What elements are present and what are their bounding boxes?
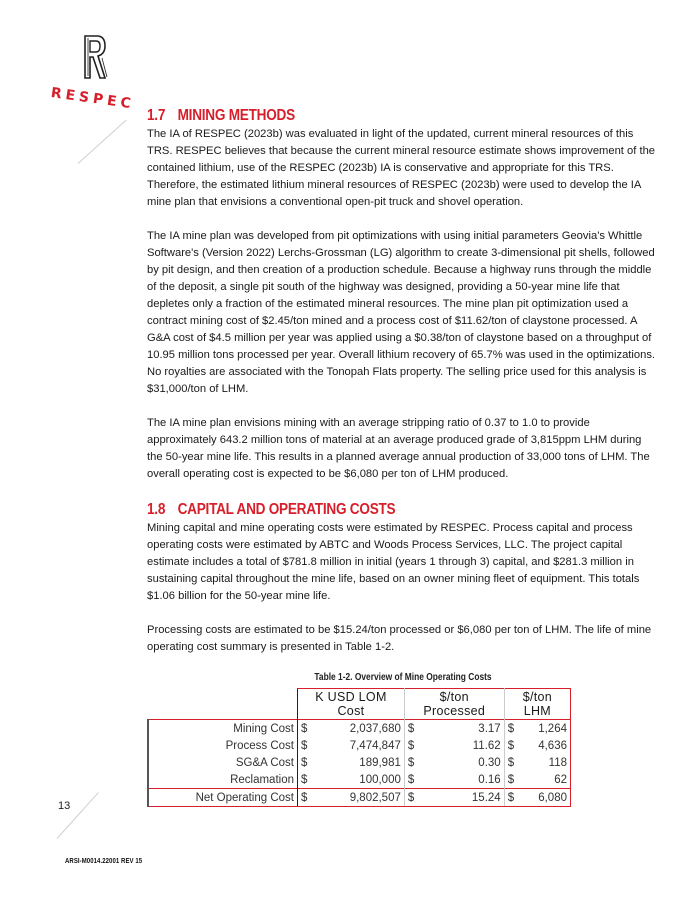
section-mining-methods <box>147 106 659 500</box>
section-capital-operating-costs <box>147 500 659 656</box>
table-caption: Table 1-2. Overview of Mine Operating Costs <box>314 671 492 683</box>
row-label: Process Cost <box>148 737 298 754</box>
cell-value: 100,000 <box>312 771 404 789</box>
cell-value: 189,981 <box>312 754 404 771</box>
paragraph: The IA of RESPEC (2023b) was evaluated in light of the updated, current mineral resources of this TRS. RESPEC believes that because the current mineral resource estimate shows improvement of the contained lithium, use of the RESPEC (2023b) IA is conservative and appropriate for this TRS. Therefore, the estimated lithium mineral resources of RESPEC (2023b) were used to develop the IA mine plan that envisions a conventional open-pit truck and shovel operation. <box>147 128 656 208</box>
cell-value: 9,802,507 <box>312 789 404 807</box>
cell-value: 118 <box>519 754 571 771</box>
row-label: Mining Cost <box>148 720 298 738</box>
cell-value: 6,080 <box>519 789 571 807</box>
cell-value: 4,636 <box>519 737 571 754</box>
decorative-divider <box>78 120 127 164</box>
cell-value: 62 <box>519 771 571 789</box>
operating-cost-table <box>147 688 571 807</box>
row-label: SG&A Cost <box>148 754 298 771</box>
table-header-row <box>148 689 571 720</box>
cell-value: 11.62 <box>419 737 504 754</box>
document-reference: ARSI-M0014.22001 REV 15 <box>65 856 143 865</box>
cell-value: 15.24 <box>419 789 504 807</box>
paragraph: Mining capital and mine operating costs were estimated by RESPEC. Process capital and process operating costs were estimated by ABTC and Woods Process Services, LLC. The project capital estimate includes a total of $781.8 million in initial (years 1 through 3) capital, and $281.3 million in sustaining capital throughout the mine life, based on an owner mining fleet of equipment. This totals $1.06 billion for the 50-year mine life. <box>147 522 640 602</box>
logo-wordmark: RESPEC <box>49 85 136 113</box>
column-header: K USD LOM Cost <box>298 689 405 720</box>
table-row: SG&A Cost $ 189,981 $ 0.30 $ 118 <box>148 754 571 771</box>
cell-value: 3.17 <box>419 720 504 738</box>
table-row: Mining Cost $ 2,037,680 $ 3.17 $ 1,264 <box>148 720 571 738</box>
cell-value: 0.16 <box>419 771 504 789</box>
respec-logo <box>49 30 142 113</box>
paragraph: The IA mine plan envisions mining with an average stripping ratio of 0.37 to 1.0 to provide approximately 643.2 million tons of material at an average produced grade of 3,815ppm LHM during the 50-year mine life. This results in a planned average annual production of 33,000 tons of LHM. The overall operating cost is expected to be $6,080 per ton of LHM produced. <box>147 417 650 480</box>
paragraph: Processing costs are estimated to be $15.24/ton processed or $6,080 per ton of LHM. The life of mine operating cost summary is presented in Table 1-2. <box>147 624 652 653</box>
cell-value: 0.30 <box>419 754 504 771</box>
paragraph: The IA mine plan was developed from pit optimizations with using initial parameters Geovia's Whittle Software's (Version 2022) Lerchs-Grossman (LG) algorithm to create 3-dimensional pit shells, followed by pit design, and then creation of a production schedule. Because a highway runs through the middle of the deposit, a single pit south of the highway was designed, providing a 50-year mine life that depletes only a fraction of the estimated mineral resources. The mine plan pit optimization used a contract mining cost of $2.45/ton mined and a process cost of $11.62/ton of claystone processed. A G&A cost of $4.5 million per year was applied using a $0.38/ton of claystone based on a throughput of 10.95 million tons processed per year. Overall lithium recovery of 65.7% was used in the optimizations. No royalties are associated with the Tonopah Flats property. The selling price used for this analysis is $31,000/ton of LHM. <box>147 230 656 395</box>
row-label: Reclamation <box>148 771 298 789</box>
cell-value: 1,264 <box>519 720 571 738</box>
page-number: 13 <box>58 800 71 812</box>
logo-r-icon <box>82 34 108 80</box>
column-header: $/ton Processed <box>404 689 504 720</box>
section-heading: 1.7 MINING METHODS <box>147 107 295 124</box>
table-total-row: Net Operating Cost $ 9,802,507 $ 15.24 $ 6,080 <box>148 789 571 807</box>
table-row: Process Cost $ 7,474,847 $ 11.62 $ 4,636 <box>148 737 571 754</box>
row-label: Net Operating Cost <box>148 789 298 807</box>
table-row: Reclamation $ 100,000 $ 0.16 $ 62 <box>148 771 571 789</box>
section-heading: 1.8 CAPITAL AND OPERATING COSTS <box>147 501 396 518</box>
column-header: $/ton LHM <box>504 689 570 720</box>
cell-value: 7,474,847 <box>312 737 404 754</box>
page-content <box>147 106 659 807</box>
cell-value: 2,037,680 <box>312 720 404 738</box>
